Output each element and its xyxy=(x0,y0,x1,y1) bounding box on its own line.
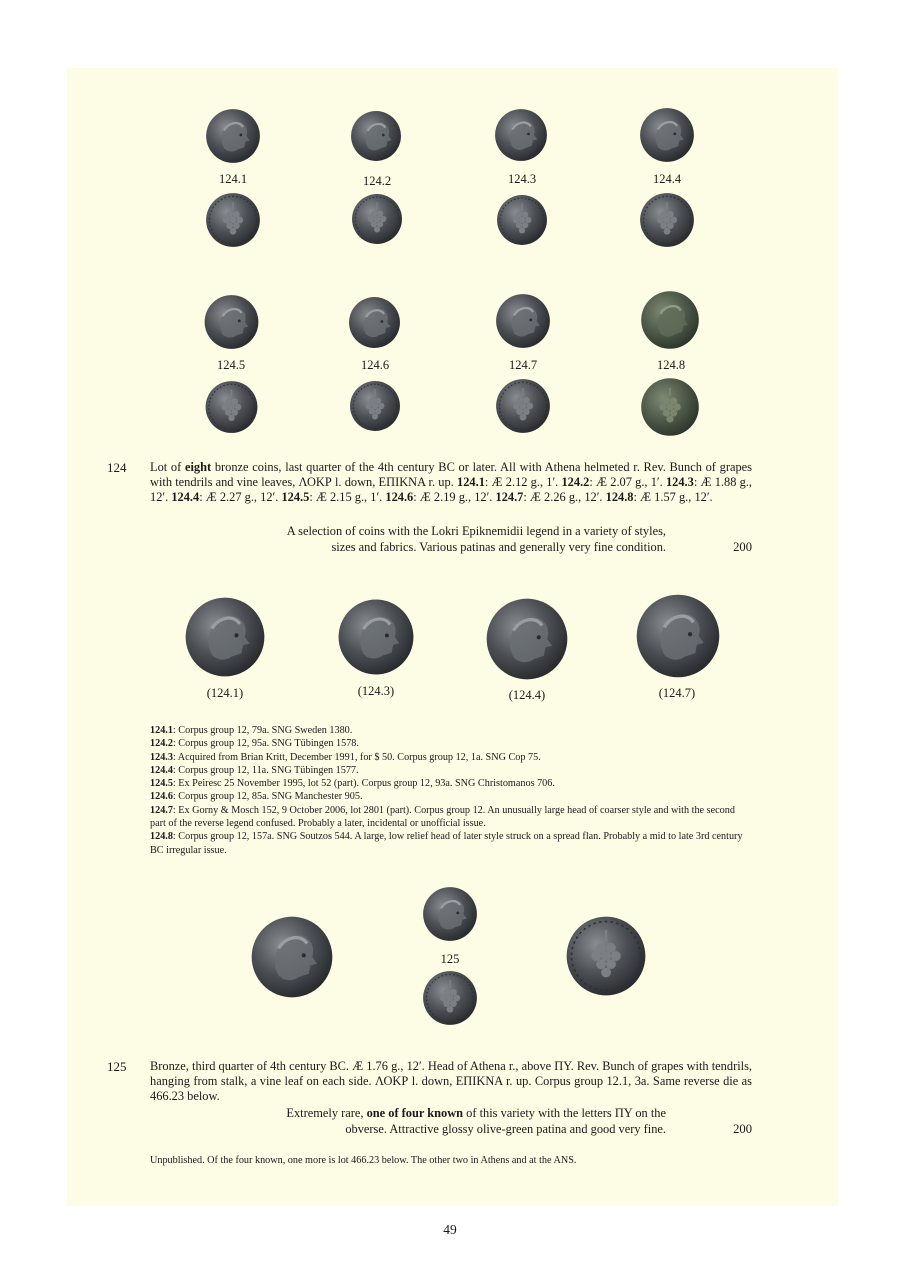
ref-text: : Corpus group 12, 79a. SNG Sweden 1380. xyxy=(172,725,353,736)
weight-text: : Æ 2.15 g., 1′. xyxy=(309,490,383,505)
lot-footnote: Unpublished. Of the four known, one more is lot 466.23 below. The other two in Athens and at the ANS. xyxy=(150,1155,577,1166)
reference-line xyxy=(150,777,752,790)
coin-obverse-athena-icon xyxy=(639,107,695,163)
ref-text: : Ex Peiresc 25 November 1995, lot 52 (part). Corpus group 12, 93a. SNG Christomanos 706. xyxy=(172,778,555,790)
coin-124-7-enlarged xyxy=(630,593,726,679)
coin-label: 124.3 xyxy=(507,172,537,186)
coin-obverse-athena-icon xyxy=(492,293,554,349)
coin-125-obverse-enlarged xyxy=(250,914,334,1000)
weight-id: 124.7 xyxy=(495,490,524,505)
note-text: Extremely rare, xyxy=(286,1106,367,1120)
ref-text: : Corpus group 12, 95a. SNG Tübingen 1578. xyxy=(172,738,359,750)
coin-124-6-obverse xyxy=(348,295,401,350)
coin-reverse-grapes-icon xyxy=(639,192,695,248)
coin-124-7-reverse xyxy=(492,378,554,434)
ref-id: 124.1 xyxy=(150,725,173,736)
weight-id: 124.1 xyxy=(457,475,485,490)
coin-124-1-reverse xyxy=(202,192,264,248)
lot-description: Bronze, third quarter of 4th century BC. Æ 1.76 g., 12′. Head of Athena r., above ΠΥ. Rev. Bunch of grapes with tendrils, hanging from stalk, a vine leaf on each side. ΛΟΚΡ l. down, ΕΠΙΚΝΑ r. up. Corpus group 12.1, 3a. Same reverse die as 466.23 below. xyxy=(150,1059,752,1104)
ref-id: 124.7 xyxy=(150,804,173,816)
coin-label: 124.4 xyxy=(652,172,682,186)
coin-label: 124.7 xyxy=(508,358,538,372)
weight-text: : Æ 1.57 g., 12′. xyxy=(633,490,713,505)
coin-124-3-obverse xyxy=(494,108,548,162)
coin-125-obverse xyxy=(422,886,478,942)
coin-reverse-grapes-icon xyxy=(422,970,478,1026)
ref-text: : Corpus group 12, 11a. SNG Tübingen 1577. xyxy=(172,764,359,776)
coin-124-4-enlarged xyxy=(484,597,570,681)
enlarged-label: (124.7) xyxy=(658,686,696,700)
coin-label: 125 xyxy=(440,952,460,966)
coin-124-5-reverse xyxy=(203,380,260,434)
enlarged-label: (124.4) xyxy=(508,688,546,702)
coin-124-2-reverse xyxy=(350,193,404,245)
enlarged-label: (124.3) xyxy=(357,684,395,698)
reference-line xyxy=(150,790,752,803)
ref-id: 124.2 xyxy=(150,738,173,750)
coin-reverse-grapes-icon xyxy=(203,380,260,434)
coin-obverse-athena-icon xyxy=(494,108,548,162)
coin-label: 124.2 xyxy=(362,174,392,188)
coin-reverse-grapes-icon xyxy=(350,193,404,245)
coin-125-reverse xyxy=(422,970,478,1026)
note-text: of this variety with the letters ΠΥ on the xyxy=(463,1106,666,1120)
note-bold: one of four known xyxy=(366,1106,464,1120)
lot-note-line: A selection of coins with the Lokri Epiknemidii legend in a variety of styles, xyxy=(286,524,666,538)
weight-text: : Æ 1.88 g., 12′. xyxy=(150,475,752,505)
coin-obverse-athena-icon xyxy=(250,914,334,1000)
weight-text: : Æ 2.19 g., 12′. xyxy=(413,490,493,505)
coin-reverse-grapes-icon xyxy=(348,380,402,432)
coin-obverse-athena-icon xyxy=(180,596,270,678)
weight-id: 124.6 xyxy=(385,490,414,505)
coin-obverse-athena-icon xyxy=(203,294,260,350)
coin-obverse-athena-icon xyxy=(484,597,570,681)
coin-124-5-obverse xyxy=(203,294,260,350)
lot-number: 124 xyxy=(107,460,127,475)
ref-text: : Ex Gorny & Mosch 152, 9 October 2006, lot 2801 (part). Corpus group 12. An unusually large head of coarser style and with the second part of the reverse legend confused. Probably a later, incidental or unofficial issue. xyxy=(150,804,735,830)
reference-line xyxy=(150,804,752,831)
coin-obverse-athena-icon xyxy=(630,593,726,679)
coin-obverse-athena-icon xyxy=(335,598,417,676)
weight-text: : Æ 2.07 g., 1′. xyxy=(589,475,663,490)
coin-reverse-grapes-icon xyxy=(202,192,264,248)
coin-obverse-athena-icon xyxy=(203,108,263,164)
coin-124-3-reverse xyxy=(495,194,549,246)
lot-number: 125 xyxy=(107,1059,127,1074)
desc-text: Lot of xyxy=(150,460,185,474)
enlarged-label: (124.1) xyxy=(206,686,244,700)
coin-obverse-athena-icon xyxy=(350,110,402,162)
weight-text: : Æ 2.12 g., 1′. xyxy=(484,475,559,490)
ref-id: 124.4 xyxy=(150,764,173,776)
coin-label: 124.1 xyxy=(218,172,248,186)
lot-note-line: obverse. Attractive glossy olive-green patina and good very fine. xyxy=(345,1122,666,1136)
coin-124-2-obverse xyxy=(350,110,402,162)
lot-references xyxy=(150,724,752,857)
coin-124-4-reverse xyxy=(639,192,695,248)
reference-line xyxy=(150,751,752,764)
coin-124-6-reverse xyxy=(348,380,402,432)
coin-124-1-obverse xyxy=(203,108,263,164)
reference-line xyxy=(150,830,752,857)
weight-id: 124.4 xyxy=(171,490,200,505)
coin-125-reverse-enlarged xyxy=(565,912,647,1000)
weight-text: : Æ 2.26 g., 12′. xyxy=(523,490,603,505)
coin-label: 124.6 xyxy=(360,358,390,372)
ref-text: : Acquired from Brian Kritt, December 1991, for $ 50. Corpus group 12, 1a. SNG Cop 75. xyxy=(172,751,541,763)
weight-id: 124.5 xyxy=(281,490,310,505)
coin-124-4-obverse xyxy=(639,107,695,163)
coin-obverse-athena-icon xyxy=(640,290,700,350)
weight-id: 124.8 xyxy=(605,490,634,505)
coin-124-3-enlarged xyxy=(335,598,417,676)
coin-reverse-grapes-icon xyxy=(565,912,647,1000)
page-number: 49 xyxy=(443,1222,457,1237)
desc-text: bronze coins, last quarter of the 4th century BC or later. All with Athena helmeted r. Rev. Bunch of grapes with tendrils and vine leaves, ΛΟΚΡ l. down, ΕΠΙΚΝΑ r. up. xyxy=(150,460,752,490)
coin-obverse-athena-icon xyxy=(422,886,478,942)
weight-text: : Æ 2.27 g., 12′. xyxy=(199,490,279,505)
lot-note-line xyxy=(150,1106,666,1121)
weight-id: 124.2 xyxy=(561,475,590,490)
ref-id: 124.8 xyxy=(150,831,173,843)
lot-estimate: 200 xyxy=(733,1122,752,1136)
ref-text: : Corpus group 12, 157a. SNG Soutzos 544. A large, low relief head of later style struck on a spread flan. Probably a mid to late 3rd century BC irregular issue. xyxy=(150,831,743,856)
lot-estimate: 200 xyxy=(733,540,752,554)
ref-id: 124.3 xyxy=(150,751,173,763)
coin-reverse-grapes-icon xyxy=(495,194,549,246)
ref-text: : Corpus group 12, 85a. SNG Manchester 905. xyxy=(172,791,363,803)
reference-line xyxy=(150,724,752,737)
coin-reverse-grapes-icon xyxy=(640,377,700,437)
coin-reverse-grapes-icon xyxy=(492,378,554,434)
weight-id: 124.3 xyxy=(665,475,694,490)
coin-obverse-athena-icon xyxy=(348,295,401,350)
coin-label: 124.5 xyxy=(216,358,246,372)
coin-label: 124.8 xyxy=(656,358,686,372)
ref-id: 124.5 xyxy=(150,778,173,790)
desc-bold: eight xyxy=(184,460,212,474)
coin-124-8-reverse xyxy=(640,377,700,437)
reference-line xyxy=(150,764,752,777)
coin-124-8-obverse xyxy=(640,290,700,350)
lot-description xyxy=(150,460,752,506)
lot-note-line: sizes and fabrics. Various patinas and generally very fine condition. xyxy=(331,540,666,554)
coin-124-7-obverse xyxy=(492,293,554,349)
ref-id: 124.6 xyxy=(150,791,173,803)
reference-line xyxy=(150,737,752,750)
coin-124-1-enlarged xyxy=(180,596,270,678)
